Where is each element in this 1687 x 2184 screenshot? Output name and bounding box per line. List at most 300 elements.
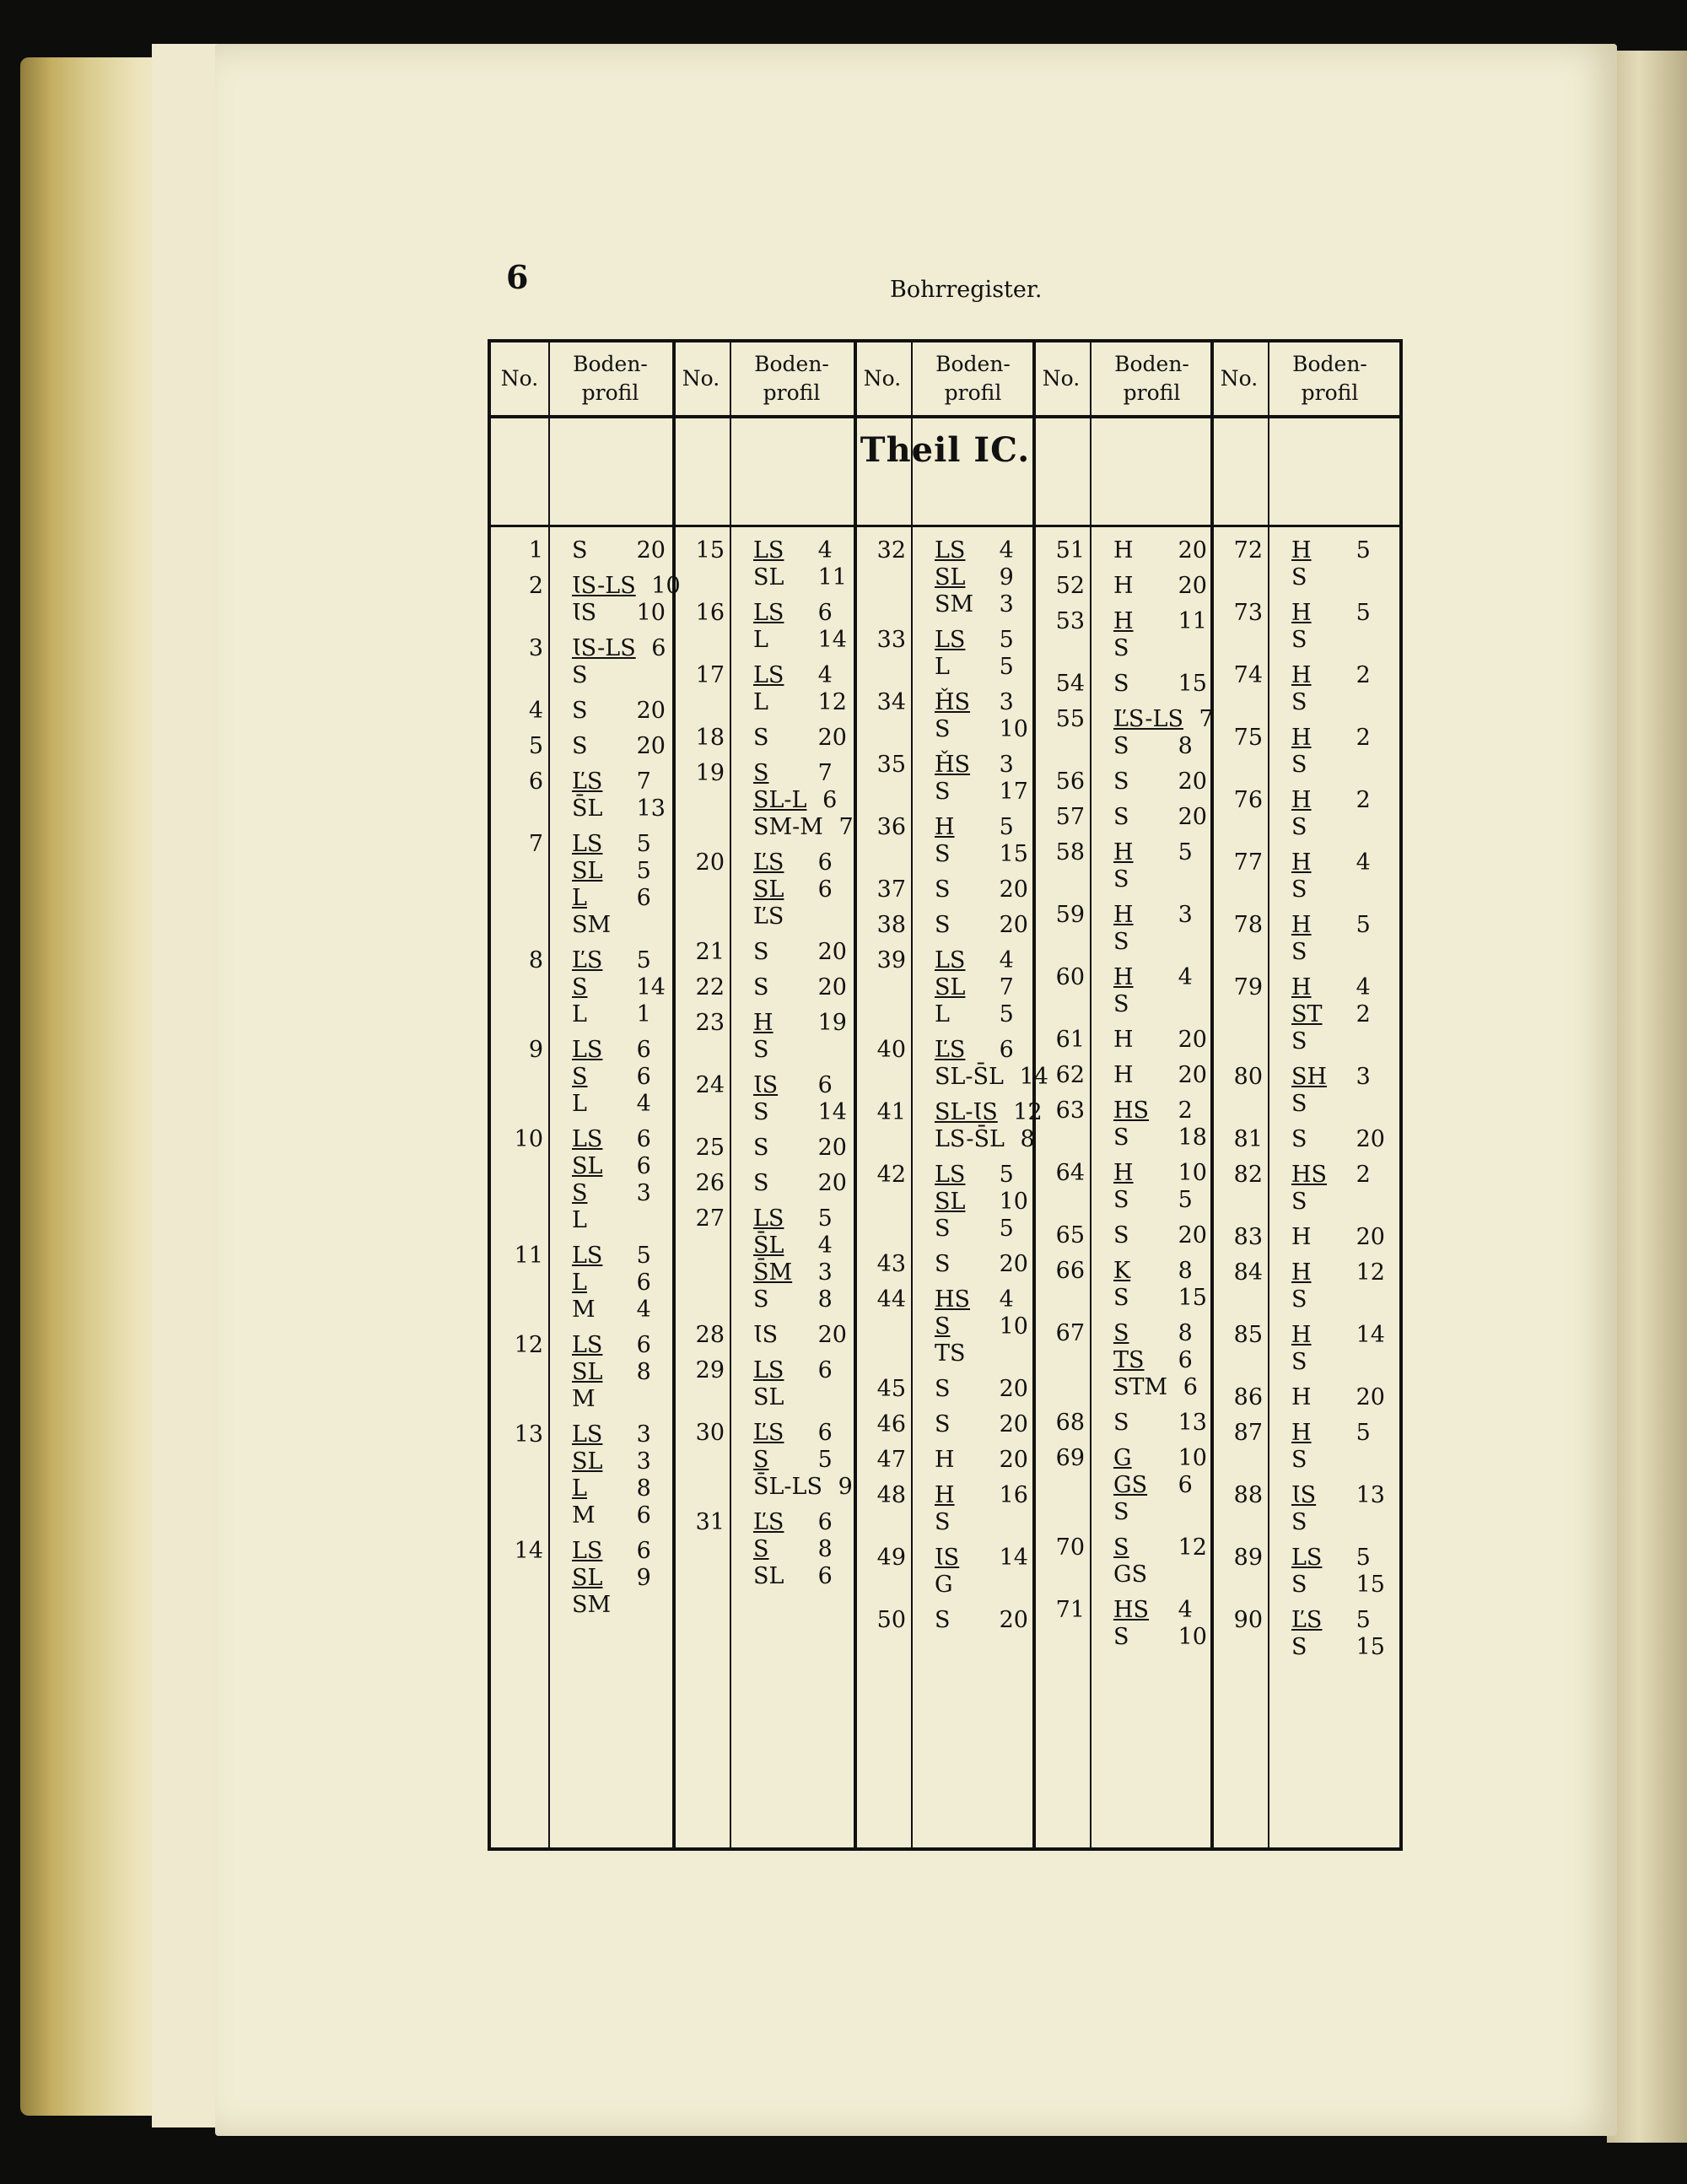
layer-depth: 20 (1349, 1126, 1385, 1152)
layer-soil: S (935, 1313, 951, 1340)
layer-soil: L (572, 885, 587, 911)
layer-depth: 6 (629, 1332, 651, 1358)
profile-layer (1291, 815, 1409, 840)
layer-soil: H (1291, 1322, 1312, 1348)
layer-soil: LS (935, 627, 966, 653)
layer-depth: 14 (1349, 1322, 1385, 1348)
profile-layer (1113, 574, 1232, 599)
layer-soil: L (935, 654, 950, 680)
layer-soil: L (935, 1001, 950, 1027)
layer-soil: SL (572, 1153, 603, 1179)
entry-no: 38 (876, 912, 906, 938)
entry-no: 81 (1233, 1126, 1263, 1152)
layer-soil: S (572, 733, 588, 759)
entry-no: 53 (1055, 608, 1085, 634)
layer-depth: 13 (1171, 1410, 1207, 1436)
profile-layer (572, 796, 690, 822)
layer-soil: S (1291, 1572, 1307, 1598)
header-profil-line2: profil (1123, 380, 1181, 405)
layer-depth: 6 (811, 849, 833, 876)
layer-depth: 20 (629, 698, 666, 724)
layer-soil: SL (753, 876, 784, 903)
layer-soil: G (1113, 1445, 1132, 1471)
layer-depth: 8 (811, 1536, 833, 1562)
layer-soil: S (1113, 1624, 1129, 1650)
layer-depth: 20 (1171, 537, 1207, 564)
layer-depth: 3 (629, 1448, 651, 1475)
layer-soil: H (935, 1482, 955, 1508)
entry-no: 43 (876, 1251, 906, 1277)
profile-layer (1291, 1448, 1409, 1473)
layer-depth: 7 (831, 814, 854, 840)
header-no: No. (682, 366, 720, 391)
section-title: Theil IC. (860, 430, 1031, 470)
entry-no: 77 (1233, 849, 1263, 876)
layer-depth: 5 (1349, 912, 1371, 938)
layer-soil: S (1291, 1286, 1307, 1313)
layer-soil: ĽS (753, 849, 784, 876)
layer-depth: 6 (629, 1064, 651, 1090)
layer-depth: 14 (811, 627, 847, 653)
layer-soil: S (1113, 1499, 1129, 1525)
layer-soil: H (753, 1010, 773, 1036)
entry-no: 34 (876, 689, 906, 715)
profile-layer (1291, 725, 1409, 751)
header-profil (730, 342, 854, 415)
entry-no: 23 (695, 1010, 725, 1036)
layer-depth: 4 (811, 662, 833, 688)
layer-depth (1340, 752, 1349, 778)
profile-layer (1291, 1323, 1409, 1348)
header-profil (548, 342, 672, 415)
layer-depth: 5 (1171, 839, 1193, 866)
layer-soil: ƖS (753, 1072, 779, 1098)
profile-layer (1291, 1350, 1409, 1375)
layer-depth (984, 1509, 992, 1535)
layer-soil: SL (753, 1384, 784, 1410)
layer-soil: LS (572, 1126, 603, 1152)
layer-soil: TS (1113, 1347, 1145, 1373)
layer-soil: S (1113, 635, 1129, 661)
layer-depth (1340, 814, 1349, 840)
profile-layer (572, 1449, 690, 1475)
page-title: Bohrregister. (890, 277, 1043, 303)
layer-depth: 15 (1349, 1634, 1385, 1660)
profile-layer (753, 1011, 871, 1036)
profile-layer (572, 913, 690, 938)
layer-soil: S (753, 974, 769, 1000)
layer-soil: LS (572, 831, 603, 857)
layer-soil: LS (753, 600, 784, 626)
layer-depth (1340, 939, 1349, 965)
layer-depth: 7 (992, 974, 1014, 1000)
layer-depth: 11 (811, 564, 847, 590)
layer-soil: S (753, 725, 769, 751)
layer-soil: H (1291, 662, 1312, 688)
layer-depth: 12 (1349, 1259, 1385, 1286)
layer-soil: S (753, 1037, 769, 1063)
layer-depth (984, 1340, 992, 1367)
layer-soil: S (753, 1447, 769, 1473)
profile-layer (1291, 628, 1409, 653)
layer-depth: 4 (1171, 964, 1193, 990)
layer-depth: 10 (1171, 1624, 1207, 1650)
entry-no: 82 (1233, 1162, 1263, 1188)
layer-depth: 6 (1171, 1472, 1193, 1498)
entry-no: 13 (514, 1421, 543, 1448)
layer-soil: S (935, 716, 951, 742)
layer-soil: S (753, 939, 769, 965)
layer-soil: ST (1291, 1001, 1323, 1027)
entry-no: 61 (1055, 1027, 1085, 1053)
layer-soil: S (1291, 564, 1307, 590)
profile-layer (1291, 1635, 1409, 1660)
profile-layer (1291, 1287, 1409, 1313)
layer-soil: SL (935, 1189, 966, 1215)
layer-depth: 5 (992, 1216, 1014, 1242)
header-profil-line1: Boden- (1292, 352, 1367, 376)
entry-no: 6 (528, 768, 543, 795)
layer-depth: 5 (992, 654, 1014, 680)
layer-soil: ƖS-LS (572, 635, 636, 661)
layer-depth: 6 (644, 635, 666, 661)
profile-layer (1291, 1608, 1409, 1633)
layer-soil: S̄L-LS (753, 1474, 822, 1500)
layer-depth: 4 (629, 1091, 651, 1117)
layer-depth: 6 (811, 1420, 833, 1446)
layer-soil: G (935, 1572, 953, 1598)
entry-no: 15 (695, 537, 725, 564)
layer-soil: ĽS (572, 768, 603, 795)
profile-layer (753, 1073, 871, 1098)
layer-depth: 10 (992, 1313, 1028, 1340)
entry-no: 19 (695, 760, 725, 786)
entry-no: 44 (876, 1286, 906, 1313)
layer-depth: 20 (811, 1322, 847, 1348)
header-no: No. (1220, 366, 1259, 391)
header-profil-line2: profil (763, 380, 821, 405)
layer-depth: 20 (992, 1447, 1028, 1473)
entry-no: 9 (528, 1037, 543, 1063)
layer-soil: SL (572, 1565, 603, 1591)
layer-depth: 12 (1171, 1534, 1207, 1561)
layer-soil: S (1291, 1126, 1307, 1152)
layer-depth: 5 (1349, 1420, 1371, 1446)
entry-no: 24 (695, 1072, 725, 1098)
layer-soil: S (1291, 1349, 1307, 1375)
layer-soil: LS (1291, 1545, 1323, 1571)
layer-soil: SL-S̄L (935, 1064, 1004, 1090)
layer-depth (802, 903, 811, 930)
layer-soil: K (1113, 1258, 1131, 1284)
profile-layer (1291, 690, 1409, 715)
layer-soil: GS (1113, 1472, 1148, 1498)
layer-soil: ĽS (753, 1509, 784, 1535)
layer-depth: 6 (629, 1037, 651, 1063)
layer-depth: 9 (992, 564, 1014, 590)
layer-soil: S (753, 1099, 769, 1125)
profile-layer (572, 636, 690, 661)
layer-soil: LS (572, 1243, 603, 1269)
layer-soil: H (935, 814, 955, 840)
layer-depth (1340, 1509, 1349, 1535)
layer-soil: S̄L (572, 795, 603, 822)
layer-soil: L (572, 1475, 587, 1502)
layer-soil: SL-L (753, 787, 807, 813)
layer-depth: 6 (629, 1270, 651, 1296)
layer-depth: 4 (1349, 849, 1371, 876)
entry-no: 1 (528, 537, 543, 564)
entry-no: 80 (1233, 1064, 1263, 1090)
layer-soil: H (1291, 1224, 1312, 1250)
layer-soil: ĽS (1291, 1607, 1323, 1633)
header-profil-line2: profil (581, 380, 639, 405)
section-separator (491, 525, 1399, 527)
entry-no: 5 (528, 733, 543, 759)
entry-no: 86 (1233, 1384, 1263, 1410)
profile-layer (1291, 1065, 1409, 1090)
header-no: No. (1042, 366, 1081, 391)
profile-layer (1291, 850, 1409, 876)
layer-soil: ƖS-LS (572, 573, 636, 599)
layer-depth (1162, 991, 1171, 1017)
layer-depth: 11 (1171, 608, 1207, 634)
layer-soil: L (572, 1270, 587, 1296)
profile-layer (935, 877, 1053, 903)
layer-depth: 12 (1005, 1099, 1043, 1125)
layer-soil: S (1113, 1534, 1129, 1561)
layer-soil: GS (1113, 1561, 1148, 1588)
layer-soil: LS (935, 947, 966, 973)
layer-soil: ĽS (753, 903, 784, 930)
layer-soil: SM (572, 912, 612, 938)
profile-layer (572, 574, 690, 599)
layer-depth: 17 (992, 779, 1028, 805)
layer-depth: 2 (1349, 725, 1371, 751)
layer-soil: H (1113, 902, 1134, 928)
layer-depth (1340, 1091, 1349, 1117)
layer-soil: ĽS (753, 1420, 784, 1446)
layer-soil: S (572, 537, 588, 564)
entry-no: 54 (1055, 671, 1085, 697)
layer-depth: 6 (1171, 1347, 1193, 1373)
layer-depth: 12 (811, 689, 847, 715)
layer-depth: 20 (1171, 1062, 1207, 1088)
profile-layer (1291, 877, 1409, 903)
layer-soil: S (572, 1180, 588, 1206)
layer-soil: LS (572, 1421, 603, 1448)
layer-depth: 8 (1171, 1320, 1193, 1346)
entry-no: 67 (1055, 1320, 1085, 1346)
layer-soil: H (1113, 964, 1134, 990)
layer-soil: H (1291, 1420, 1312, 1446)
entry-no: 49 (876, 1545, 906, 1571)
entry-no: 22 (695, 974, 725, 1000)
layer-depth: 6 (815, 787, 838, 813)
entry-no: 87 (1233, 1420, 1263, 1446)
entry-no: 41 (876, 1099, 906, 1125)
layer-depth (1340, 876, 1349, 903)
layer-depth: 5 (811, 1447, 833, 1473)
layer-soil: S (572, 974, 588, 1000)
layer-soil: S (935, 912, 951, 938)
entry-no: 83 (1233, 1224, 1263, 1250)
layer-depth: 5 (1349, 1607, 1371, 1633)
layer-depth: 15 (1349, 1572, 1385, 1598)
profile-layer (935, 1483, 1053, 1508)
layer-soil: LS (753, 1357, 784, 1383)
layer-soil: S (753, 1170, 769, 1196)
layer-soil: SM (935, 591, 974, 617)
layer-depth: 6 (811, 876, 833, 903)
layer-soil: S (1113, 1222, 1129, 1248)
entry-no: 35 (876, 752, 906, 778)
layer-soil: M (572, 1386, 596, 1412)
layer-soil: S (1113, 1124, 1129, 1151)
layer-depth: 6 (629, 1126, 651, 1152)
layer-depth: 20 (811, 1170, 847, 1196)
entry-no: 8 (528, 947, 543, 973)
layer-soil: S (935, 1376, 951, 1402)
profile-layer (572, 698, 690, 724)
layer-depth: 7 (629, 768, 651, 795)
layer-depth: 8 (629, 1359, 651, 1385)
layer-depth: 20 (811, 939, 847, 965)
layer-soil: H (1291, 537, 1312, 564)
layer-depth (1340, 627, 1349, 653)
layer-soil: S (1291, 939, 1307, 965)
profile-layer (1291, 1127, 1409, 1152)
layer-depth: 20 (811, 725, 847, 751)
layer-depth (1340, 1447, 1349, 1473)
layer-depth: 2 (1349, 787, 1371, 813)
layer-depth: 20 (629, 537, 666, 564)
layer-depth: 15 (1171, 1285, 1207, 1311)
layer-depth: 4 (992, 537, 1014, 564)
layer-soil: ȞS (935, 752, 971, 778)
layer-soil: TS (935, 1340, 966, 1367)
layer-depth: 2 (1171, 1097, 1193, 1124)
layer-depth: 7 (811, 760, 833, 786)
layer-soil: SL (935, 564, 966, 590)
profile-layer (572, 1297, 690, 1323)
profile-layer (753, 565, 871, 590)
profile-layer (1113, 636, 1232, 661)
layer-depth (621, 662, 629, 688)
layer-depth (802, 1384, 811, 1410)
layer-depth: 3 (811, 1259, 833, 1286)
layer-soil: H (1291, 849, 1312, 876)
layer-depth (1162, 1499, 1171, 1525)
layer-depth (1162, 929, 1171, 955)
layer-depth: 6 (811, 1357, 833, 1383)
profile-layer (1291, 565, 1409, 590)
layer-soil: ƖS (753, 1322, 779, 1348)
no-divider (911, 342, 913, 1847)
layer-depth: 10 (644, 573, 681, 599)
header-profil (1090, 342, 1214, 415)
entry-no: 59 (1055, 902, 1085, 928)
layer-depth: 16 (992, 1482, 1028, 1508)
header-separator (491, 415, 1399, 418)
layer-depth (802, 1037, 811, 1063)
profile-layer (1113, 1286, 1232, 1311)
entry-no: 64 (1055, 1160, 1085, 1186)
entry-no: 57 (1055, 804, 1085, 830)
layer-soil: S (753, 1286, 769, 1313)
layer-soil: ƖS (1291, 1482, 1317, 1508)
layer-soil: S (1113, 1320, 1129, 1346)
entry-no: 16 (695, 600, 725, 626)
layer-depth: 14 (811, 1099, 847, 1125)
layer-depth: 8 (1171, 1258, 1193, 1284)
layer-depth: 8 (629, 1475, 651, 1502)
profile-layer (1291, 1572, 1409, 1598)
layer-depth: 10 (992, 1189, 1028, 1215)
layer-depth: 2 (1349, 662, 1371, 688)
layer-soil: S (1113, 1187, 1129, 1213)
layer-depth (1162, 866, 1171, 892)
profile-layer (1291, 788, 1409, 813)
entry-no: 56 (1055, 768, 1085, 795)
profile-layer (1113, 1348, 1232, 1373)
profile-layer (1291, 1002, 1409, 1027)
layer-soil: ĽS (935, 1037, 966, 1063)
layer-depth: 20 (992, 1251, 1028, 1277)
layer-depth: 20 (629, 733, 666, 759)
profile-layer (1291, 1421, 1409, 1446)
layer-depth: 4 (992, 947, 1014, 973)
layer-soil: SM (572, 1592, 612, 1618)
layer-depth: 5 (629, 858, 651, 884)
layer-depth: 5 (1349, 1545, 1371, 1571)
layer-depth: 6 (811, 1563, 833, 1589)
profile-layer (1113, 1027, 1232, 1053)
header-profil (911, 342, 1035, 415)
layer-depth: 5 (811, 1205, 833, 1232)
layer-soil: LS (572, 1037, 603, 1063)
layer-depth: 4 (811, 1232, 833, 1259)
layer-depth: 3 (1171, 902, 1193, 928)
profile-layer (1291, 663, 1409, 688)
entry-no: 21 (695, 939, 725, 965)
profile-layer (572, 1038, 690, 1063)
layer-soil: ƖS (935, 1545, 960, 1571)
layer-depth: 20 (992, 1411, 1028, 1437)
layer-depth: 18 (1171, 1124, 1207, 1151)
layer-soil: S (572, 698, 588, 724)
entry-no: 71 (1055, 1597, 1085, 1623)
layer-soil: LS (572, 1332, 603, 1358)
layer-soil: S (1291, 1509, 1307, 1535)
layer-depth: 6 (811, 600, 833, 626)
layer-depth: 3 (992, 689, 1014, 715)
layer-depth: 14 (629, 974, 666, 1000)
entry-no: 62 (1055, 1062, 1085, 1088)
profile-layer (572, 1243, 690, 1269)
layer-depth: 6 (629, 1538, 651, 1564)
layer-depth: 4 (629, 1297, 651, 1323)
layer-soil: H (1113, 1062, 1134, 1088)
entry-no: 65 (1055, 1222, 1085, 1248)
entry-no: 20 (695, 849, 725, 876)
layer-depth: 4 (992, 1286, 1014, 1313)
entry-no: 45 (876, 1376, 906, 1402)
profile-layer (1113, 1098, 1232, 1124)
entry-no: 78 (1233, 912, 1263, 938)
layer-soil: ȞS (935, 689, 971, 715)
layer-depth (1340, 1349, 1349, 1375)
